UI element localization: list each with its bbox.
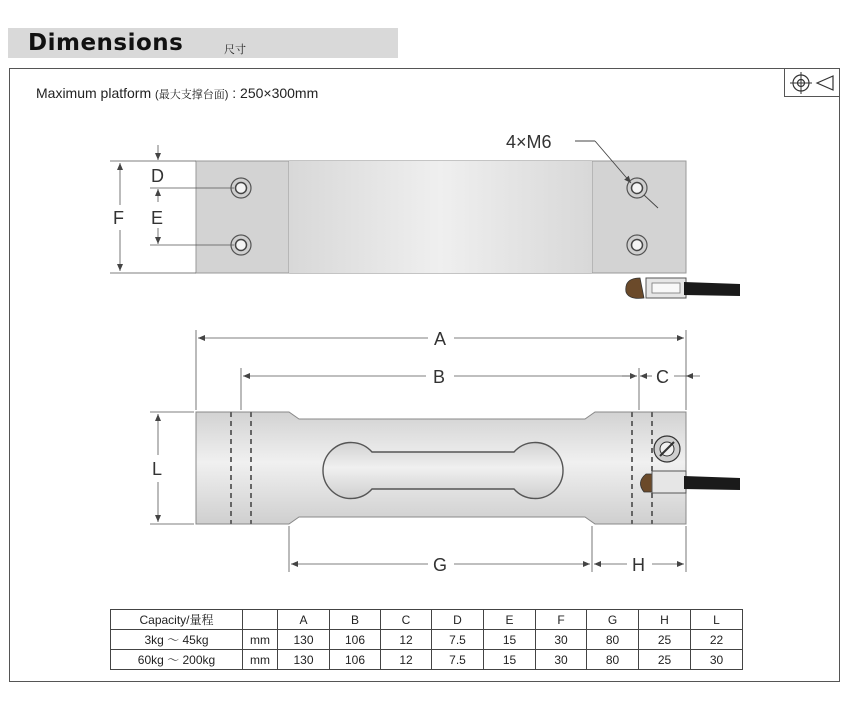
platform-label-cn: (最大支撑台面) (155, 89, 229, 101)
table-row (111, 650, 743, 670)
page-subtitle: 尺寸 (224, 44, 246, 56)
table-cell: 3kg ～ 45kg (111, 630, 243, 650)
dim-label-f: F (113, 208, 124, 228)
cable-clamp-side (652, 471, 686, 493)
dim-label-a: A (434, 329, 447, 349)
table-header-cell: L (691, 610, 743, 630)
table-cell: 80 (587, 630, 639, 650)
table-header-cell: Capacity/量程 (111, 610, 243, 630)
table-header-cell: C (381, 610, 432, 630)
table-cell: 130 (278, 630, 330, 650)
table-cell: 15 (484, 630, 536, 650)
table-header-cell: E (484, 610, 536, 630)
mounting-hole (627, 235, 647, 255)
dim-label-e: E (151, 208, 164, 228)
table-cell: 15 (484, 650, 536, 670)
table-cell: 30 (536, 630, 587, 650)
table-header-cell: B (330, 610, 381, 630)
table-header-cell (243, 610, 278, 630)
table-cell: 7.5 (432, 630, 484, 650)
table-cell: 130 (278, 650, 330, 670)
top-view-center (289, 161, 592, 273)
table-header-cell: F (536, 610, 587, 630)
table-cell: 60kg ～ 200kg (111, 650, 243, 670)
table-cell: 106 (330, 650, 381, 670)
callout-4xm6: 4×M6 (506, 132, 552, 152)
platform-label: Maximum platform (36, 85, 152, 101)
cable-gland-top (626, 278, 644, 298)
table-cell: 25 (639, 650, 691, 670)
table-cell: 12 (381, 650, 432, 670)
dim-label-h: H (632, 555, 645, 575)
cable-side (684, 476, 740, 490)
dim-label-d: D (151, 166, 164, 186)
table-cell: 80 (587, 650, 639, 670)
dim-label-g: G (433, 555, 448, 575)
table-row (111, 630, 743, 650)
dim-label-c: C (656, 367, 669, 387)
table-cell: 30 (536, 650, 587, 670)
table-header-cell: H (639, 610, 691, 630)
table-cell: 30 (691, 650, 743, 670)
table-header-cell: G (587, 610, 639, 630)
page-title: Dimensions (28, 30, 184, 56)
table-header-cell: A (278, 610, 330, 630)
table-cell: 106 (330, 630, 381, 650)
table-cell: mm (243, 630, 278, 650)
platform-value: : 250×300mm (232, 85, 319, 101)
dim-label-l: L (152, 459, 163, 479)
table-cell: 12 (381, 630, 432, 650)
table-header-row (111, 610, 743, 630)
cable-top (684, 282, 740, 296)
table-cell: 7.5 (432, 650, 484, 670)
top-view (110, 141, 740, 298)
table-cell: mm (243, 650, 278, 670)
table-cell: 22 (691, 630, 743, 650)
table-header-cell: D (432, 610, 484, 630)
dim-label-b: B (433, 367, 446, 387)
spec-table (110, 609, 743, 670)
table-cell: 25 (639, 630, 691, 650)
